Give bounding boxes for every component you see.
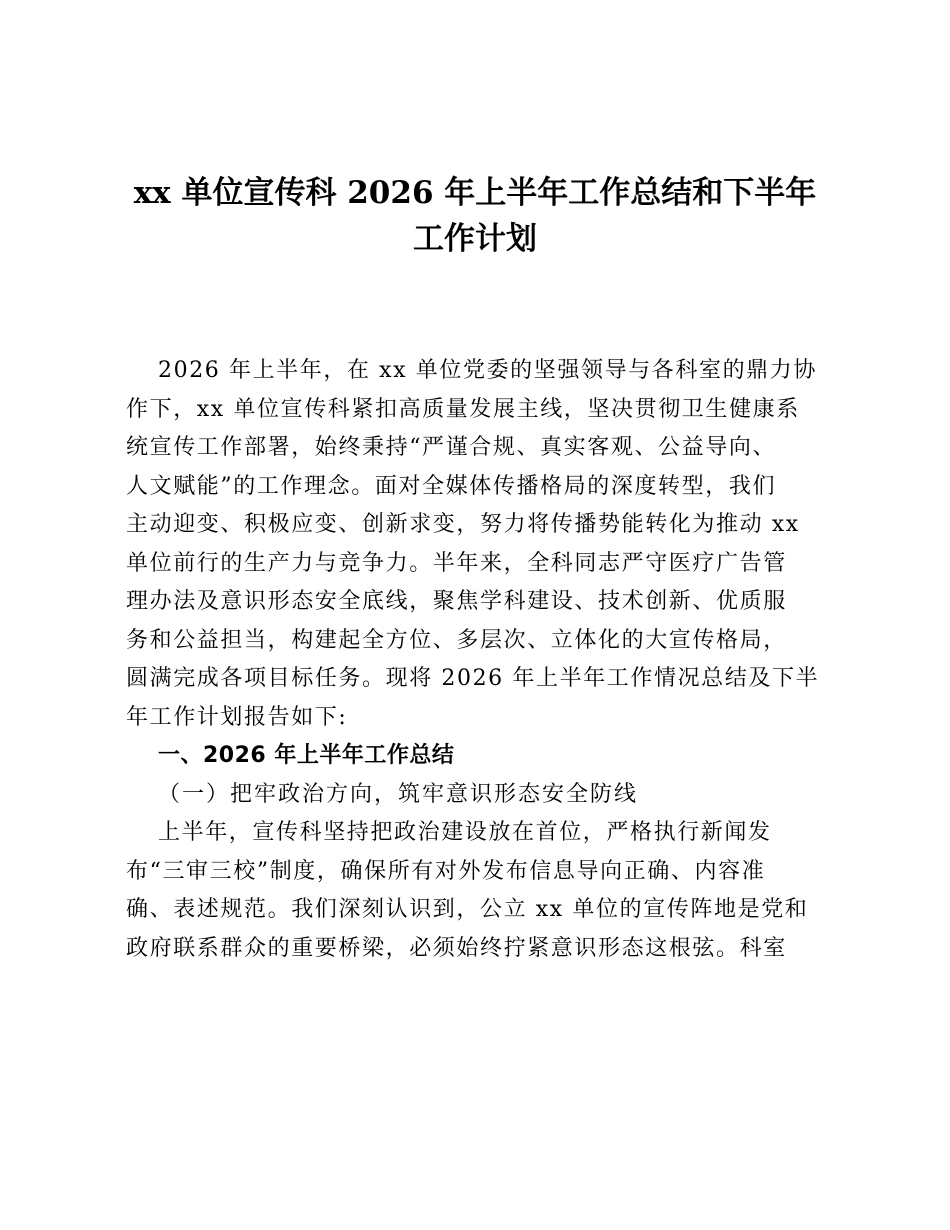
intro-line: 圆满完成各项目标任务。现将 2026 年上半年工作情况总结及下半	[126, 666, 820, 691]
intro-line: 主动迎变、积极应变、创新求变，努力将传播势能转化为推动 xx	[126, 512, 800, 537]
intro-line: 理办法及意识形态安全底线，聚焦学科建设、技术创新、优质服	[126, 589, 787, 614]
intro-line: 年工作计划报告如下:	[126, 704, 348, 730]
section-line: 确、表述规范。我们深刻认识到，公立 xx 单位的宣传阵地是党和	[126, 897, 809, 922]
document-title	[115, 170, 835, 262]
section-line: 布“三审三校”制度，确保所有对外发布信息导向正确、内容准	[126, 858, 766, 884]
section-line: 上半年，宣传科坚持把政治建设放在首位，严格执行新闻发	[158, 820, 772, 845]
title-line-1: xx 单位宣传科 2026 年上半年工作总结和下半年	[133, 175, 817, 211]
section-line: 政府联系群众的重要桥梁，必须始终拧紧意识形态这根弦。科室	[126, 935, 787, 961]
subsection-heading: （一）把牢政治方向，筑牢意识形态安全防线	[158, 781, 639, 807]
intro-line: 人文赋能”的工作理念。面对全媒体传播格局的深度转型，我们	[126, 473, 777, 499]
intro-line: 单位前行的生产力与竞争力。半年来，全科同志严守医疗广告管	[126, 550, 787, 576]
intro-line: 作下，xx 单位宣传科紧扣高质量发展主线，坚决贯彻卫生健康系	[126, 396, 800, 422]
intro-line: 统宣传工作部署，始终秉持“严谨合规、真实客观、公益导向、	[126, 435, 777, 460]
intro-line: 2026 年上半年，在 xx 单位党委的坚强领导与各科室的鼎力协	[158, 358, 817, 383]
section-heading: 一、2026 年上半年工作总结	[158, 743, 455, 768]
title-line-2: 工作计划	[413, 221, 537, 257]
intro-line: 务和公益担当，构建起全方位、多层次、立体化的大宣传格局，	[126, 627, 787, 653]
document-body	[126, 352, 826, 968]
